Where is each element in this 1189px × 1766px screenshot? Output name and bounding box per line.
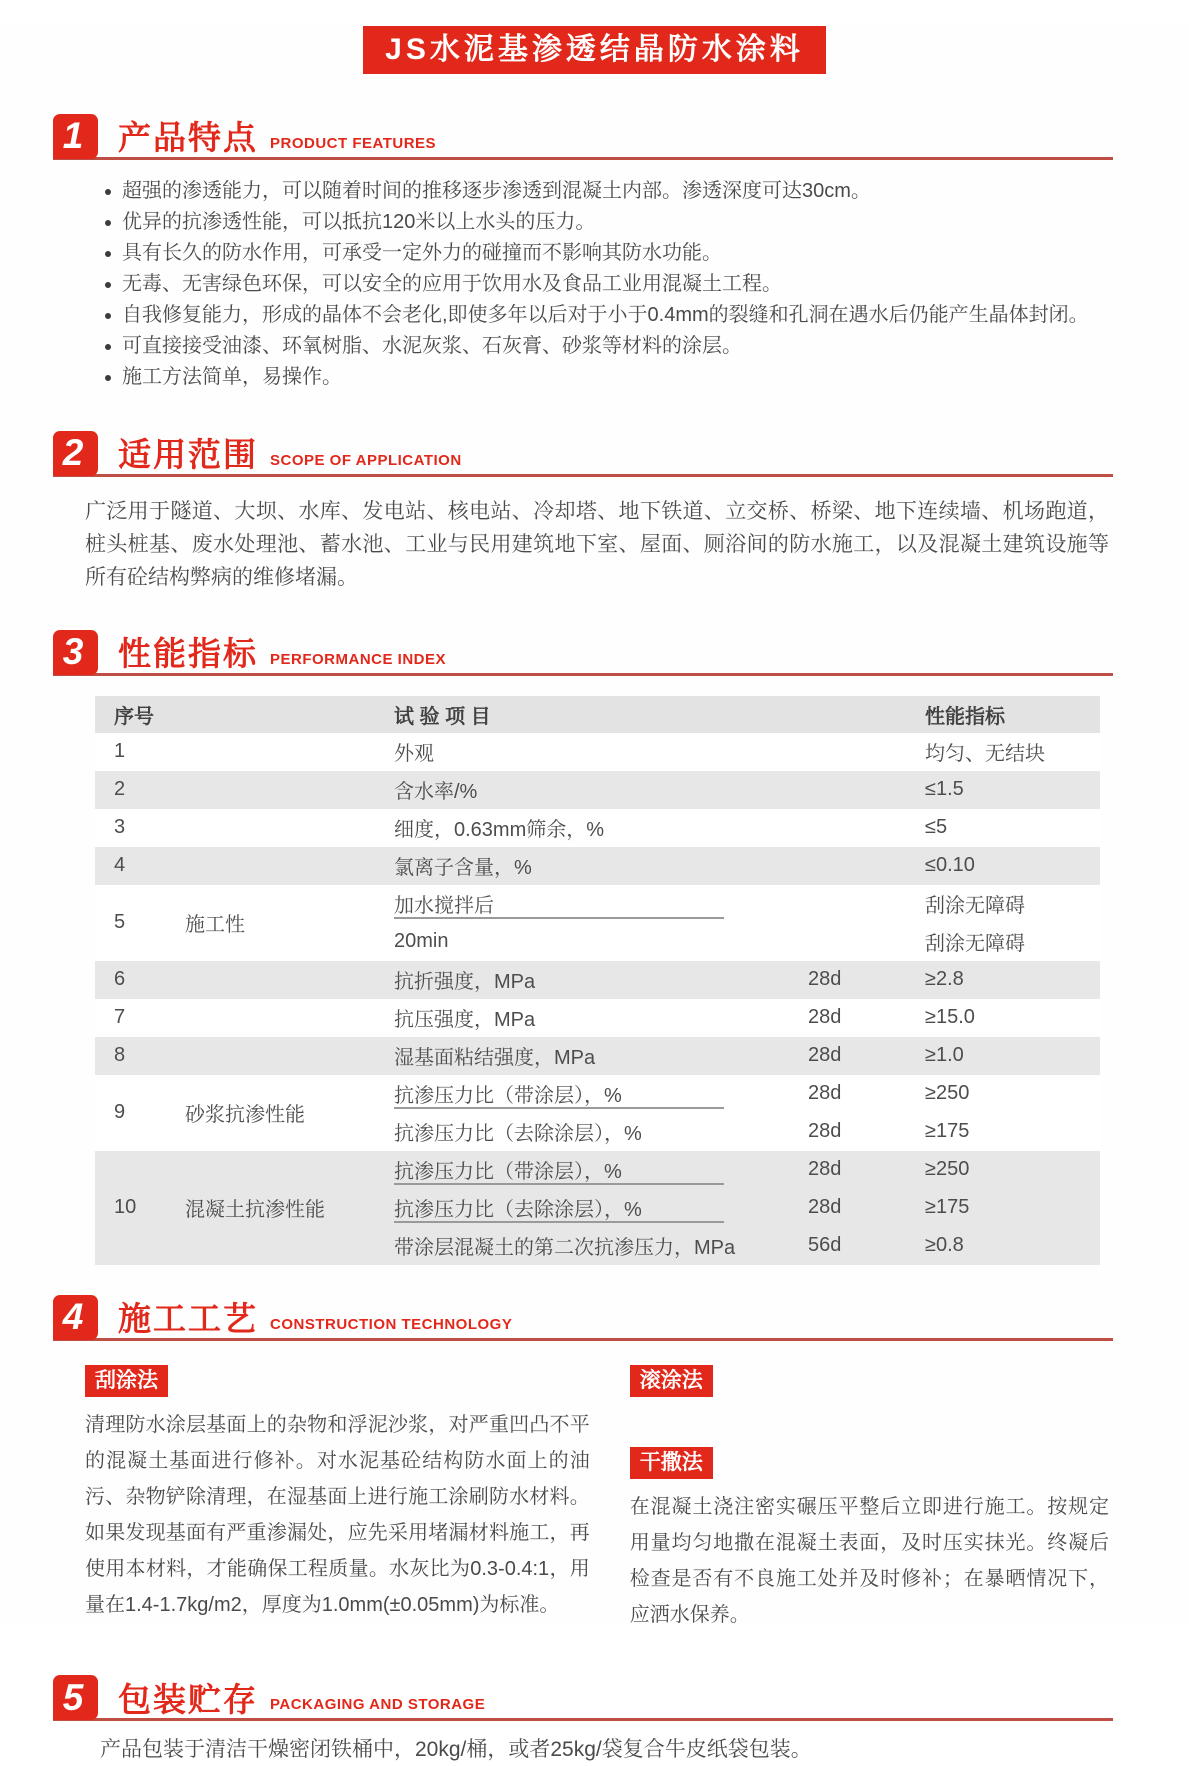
cell-item: 细度，0.63mm筛余，% <box>394 819 605 841</box>
cell-item: 外观 <box>394 743 434 765</box>
cell-item: 湿基面粘结强度，MPa <box>394 1047 596 1069</box>
cell-value: 均匀、无结块 <box>925 743 1045 765</box>
document-page <box>0 26 1189 1762</box>
section-subtitle-en: CONSTRUCTION TECHNOLOGY <box>270 1315 513 1333</box>
section-subtitle-en: PACKAGING AND STORAGE <box>270 1696 486 1714</box>
method-tag-scrape: 刮涂法 <box>85 1365 168 1397</box>
cell-item: 抗渗压力比（去除涂层），% <box>394 1123 642 1145</box>
list-item: 无毒、无害绿色环保，可以安全的应用于饮用水及食品工业用混凝土工程。 <box>105 269 1109 300</box>
cell-item: 抗压强度，MPa <box>394 1009 536 1031</box>
cell-age: 28d <box>808 1120 842 1142</box>
section-header-scope <box>53 431 1113 477</box>
cell-item: 带涂层混凝土的第二次抗渗压力，MPa <box>394 1237 736 1259</box>
table-row-group <box>95 885 1100 961</box>
cell-category: 施工性 <box>185 914 245 936</box>
table-header-row <box>95 696 1100 733</box>
page-title: JS水泥基渗透结晶防水涂料 <box>363 26 826 74</box>
cell-value: ≥2.8 <box>925 968 964 990</box>
method-scrape-text: 清理防水涂层基面上的杂物和浮泥沙浆，对严重凹凸不平的混凝土基面进行修补。对水泥基砼结构防水面上的油污、杂物铲除清理，在湿基面上进行施工涂刷防水材料。如果发现基面有严重渗漏处，应先采用堵漏材料施工，再使用本材料，才能确保工程质量。水灰比为0.3-0.4:1，用量在1.4-1.7kg/m2，厚度为1.0mm(±0.05mm)为标准。 <box>85 1413 590 1616</box>
cell-age: 28d <box>808 1082 842 1104</box>
cell-age: 56d <box>808 1234 842 1256</box>
cell-no: 5 <box>114 911 126 933</box>
table-subrow <box>360 1113 1100 1151</box>
list-item: 优异的抗渗透性能，可以抵抗120米以上水头的压力。 <box>105 207 1109 238</box>
cell-no: 8 <box>114 1044 126 1066</box>
section-number: 1 <box>53 114 98 159</box>
method-roll-dry <box>630 1365 1109 1634</box>
list-item: 施工方法简单，易操作。 <box>105 362 1109 393</box>
table-row <box>95 733 1100 771</box>
cell-no: 9 <box>114 1101 126 1123</box>
table-row <box>95 961 1100 999</box>
table-row-group <box>95 1075 1100 1151</box>
cell-value: ≥175 <box>925 1196 970 1218</box>
cell-item: 抗折强度，MPa <box>394 971 536 993</box>
section-number: 4 <box>53 1295 98 1340</box>
cell-category: 混凝土抗渗性能 <box>185 1199 325 1221</box>
list-item: 自我修复能力，形成的晶体不会老化,即使多年以后对于小于0.4mm的裂缝和孔洞在遇水后仍能产生晶体封闭。 <box>105 300 1109 331</box>
cell-value: ≤5 <box>925 816 948 838</box>
cell-value: ≥250 <box>925 1158 970 1180</box>
performance-table <box>95 696 1100 1265</box>
packaging-paragraph: 产品包装于清洁干燥密闭铁桶中，20kg/桶，或者25kg/袋复合牛皮纸袋包装。 <box>100 1738 812 1762</box>
cell-item: 含水率/% <box>394 781 478 803</box>
cell-no: 1 <box>114 740 126 762</box>
cell-value: ≤1.5 <box>925 778 964 800</box>
method-dry-text: 在混凝土浇注密实碾压平整后立即进行施工。按规定用量均匀地撒在混凝土表面，及时压实抹光。终凝后检查是否有不良施工处并及时修补；在暴晒情况下，应洒水保养。 <box>629 1496 1109 1627</box>
table-subrow <box>360 1189 1100 1227</box>
method-scrape <box>85 1365 590 1634</box>
section-title: 适用范围 <box>118 436 258 474</box>
method-tag-roll: 滚涂法 <box>630 1365 713 1397</box>
cell-item: 20min <box>394 930 449 952</box>
section-subtitle-en: PERFORMANCE INDEX <box>270 650 447 668</box>
scope-paragraph: 广泛用于隧道、大坝、水库、发电站、核电站、冷却塔、地下铁道、立交桥、桥梁、地下连续墙、机场跑道，桩头桩基、废水处理池、蓄水池、工业与民用建筑地下室、屋面、厕浴间的防水施工，以及混凝土建筑设施等所有砼结构弊病的维修堵漏。 <box>85 499 1109 589</box>
section-title: 性能指标 <box>118 635 258 673</box>
table-subrow <box>360 1227 1100 1265</box>
table-subrow <box>360 885 1100 923</box>
cell-no: 2 <box>114 778 126 800</box>
table-subrow <box>360 1151 1100 1189</box>
section-header-product-features <box>53 114 1113 160</box>
cell-value: ≥250 <box>925 1082 970 1104</box>
section-number: 3 <box>53 630 98 675</box>
cell-value: ≥175 <box>925 1120 970 1142</box>
section-title: 施工工艺 <box>118 1300 258 1338</box>
cell-age: 28d <box>808 1044 842 1066</box>
section-subtitle-en: SCOPE OF APPLICATION <box>270 451 462 469</box>
table-row <box>95 1037 1100 1075</box>
table-row-group <box>95 1151 1100 1265</box>
cell-no: 3 <box>114 816 126 838</box>
section-header-packaging <box>53 1675 1113 1721</box>
cell-value: ≤0.10 <box>925 854 975 876</box>
section-title: 产品特点 <box>118 119 258 157</box>
header-item: 试 验 项 目 <box>394 705 491 728</box>
cell-age: 28d <box>808 1158 842 1180</box>
cell-value: ≥15.0 <box>925 1006 975 1028</box>
cell-age: 28d <box>808 1196 842 1218</box>
cell-no: 6 <box>114 968 126 990</box>
cell-no: 10 <box>114 1196 137 1218</box>
table-subrow <box>360 923 1100 961</box>
section-number: 2 <box>53 431 98 476</box>
cell-item: 加水搅拌后 <box>360 889 760 918</box>
cell-value: 刮涂无障碍 <box>925 933 1025 955</box>
cell-value: ≥0.8 <box>925 1234 964 1256</box>
cell-category: 砂浆抗渗性能 <box>185 1104 305 1126</box>
section-header-performance <box>53 630 1113 676</box>
header-no: 序号 <box>114 705 154 728</box>
method-tag-dry: 干撒法 <box>630 1447 713 1479</box>
table-row <box>95 771 1100 809</box>
cell-item: 抗渗压力比（去除涂层），% <box>360 1193 760 1222</box>
cell-value: 刮涂无障碍 <box>925 895 1025 917</box>
cell-age: 28d <box>808 968 842 990</box>
construction-columns <box>85 1365 1109 1634</box>
table-subrow <box>360 1075 1100 1113</box>
cell-item: 抗渗压力比（带涂层），% <box>360 1079 760 1108</box>
section-header-construction <box>53 1295 1113 1341</box>
cell-no: 4 <box>114 854 126 876</box>
cell-age: 28d <box>808 1006 842 1028</box>
product-features-list <box>105 176 1109 393</box>
list-item: 可直接接受油漆、环氧树脂、水泥灰浆、石灰膏、砂浆等材料的涂层。 <box>105 331 1109 362</box>
cell-no: 7 <box>114 1006 126 1028</box>
section-number: 5 <box>53 1675 98 1720</box>
table-row <box>95 847 1100 885</box>
cell-value: ≥1.0 <box>925 1044 964 1066</box>
cell-item: 抗渗压力比（带涂层），% <box>360 1155 760 1184</box>
table-row <box>95 809 1100 847</box>
header-index: 性能指标 <box>925 705 1005 728</box>
cell-item: 氯离子含量，% <box>394 857 532 879</box>
list-item: 具有长久的防水作用，可承受一定外力的碰撞而不影响其防水功能。 <box>105 238 1109 269</box>
section-title: 包装贮存 <box>118 1680 258 1718</box>
list-item: 超强的渗透能力，可以随着时间的推移逐步渗透到混凝土内部。渗透深度可达30cm。 <box>105 176 1109 207</box>
table-row <box>95 999 1100 1037</box>
section-subtitle-en: PRODUCT FEATURES <box>270 134 437 152</box>
